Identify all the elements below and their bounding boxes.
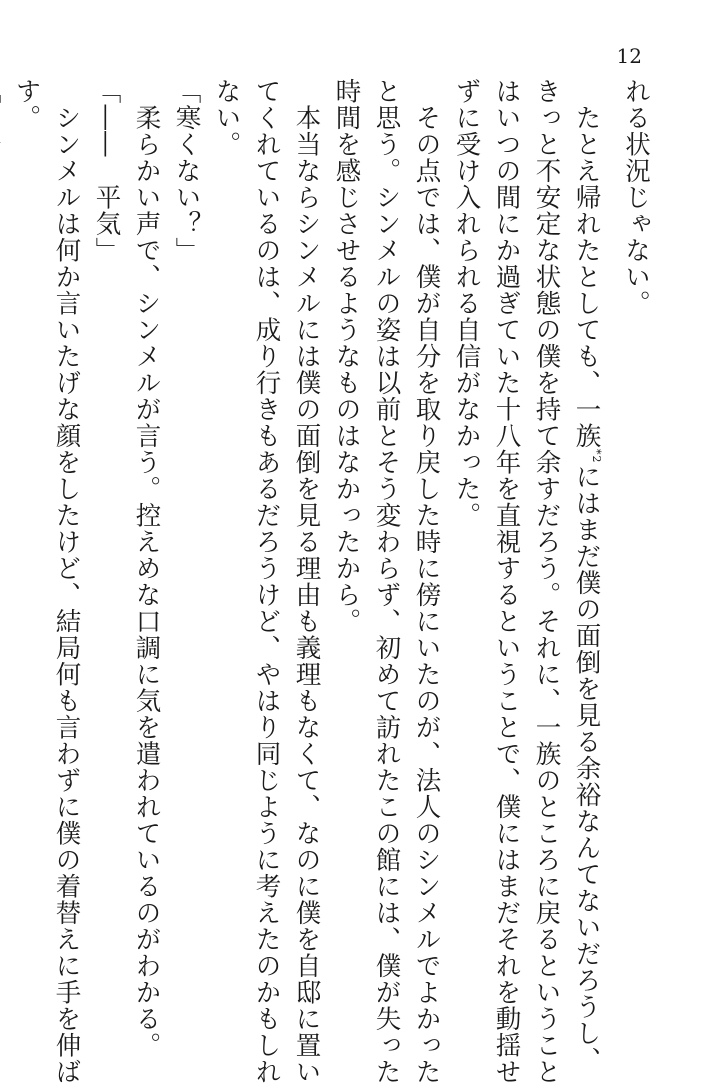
text-line: てくれているのは、成り行きもあるだろうけど、やはり同じように考えたのかもしれ xyxy=(251,78,282,1085)
page-number: 12 xyxy=(616,44,642,68)
text-line: 「寒くない？」 xyxy=(171,78,202,264)
text-line: 時間を感じさせるようなものはなかったから。 xyxy=(331,78,362,635)
vertical-text-body xyxy=(0,78,656,1085)
text-segment: たとえ帰れたとしても、一族 xyxy=(571,78,602,449)
footnote-marker: *2 xyxy=(590,449,603,464)
text-line: シンメルは何か言いたげな顔をしたけど、結局何も言わずに僕の着替えに手を伸ば xyxy=(51,78,82,1085)
text-line: す。 xyxy=(11,78,42,131)
text-line: ずに受け入れられる自信がなかった。 xyxy=(451,78,482,529)
text-line xyxy=(567,78,617,1073)
text-line: ない。 xyxy=(211,78,242,158)
text-line xyxy=(0,78,7,978)
text-line: その点では、僕が自分を取り戻した時に傍にいたのが、法人のシンメルでよかった xyxy=(411,78,442,1085)
text-line: 柔らかい声で、シンメルが言う。控えめな口調に気を遣われているのがわかる。 xyxy=(131,78,162,1059)
text-line: 「―― 平気」 xyxy=(91,78,122,264)
text-line: と思う。シンメルの姿は以前とそう変わらず、初めて訪れたこの館には、僕が失った xyxy=(371,78,402,1085)
text-line: きっと不安定な状態の僕を持て余すだろう。それに、一族のところに戻るということ xyxy=(531,78,562,1085)
text-line: れる状況じゃない。 xyxy=(621,78,651,317)
text-line: はいつの間にか過ぎていた十八年を直視するということで、僕にはまだそれを動揺せ xyxy=(491,78,522,1085)
text-segment: にはまだ僕の面倒を見る余裕なんてないだろうし、 xyxy=(571,463,602,1073)
text-line: 本当ならシンメルには僕の面倒を見る理由も義理もなくて、なのに僕を自邸に置い xyxy=(291,78,322,1085)
